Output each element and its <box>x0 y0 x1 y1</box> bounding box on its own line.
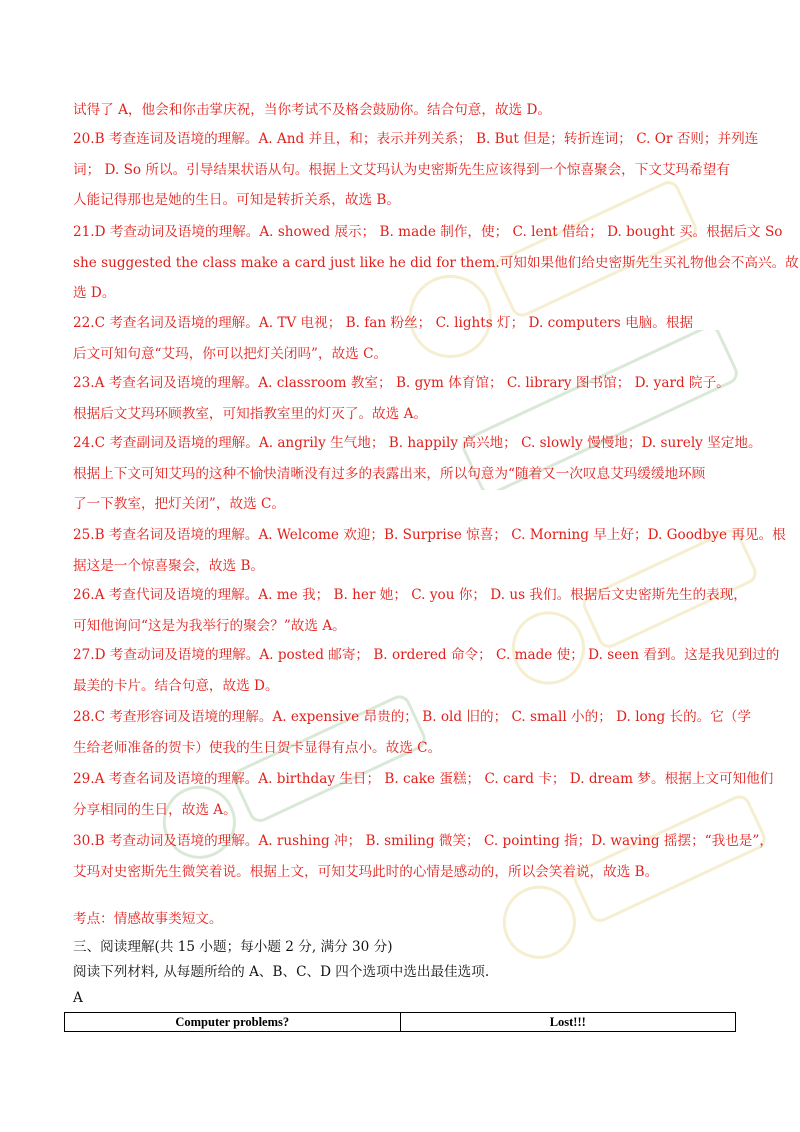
paragraph-line: 后文可知句意“艾玛，你可以把灯关闭吗”，故选 C。 <box>73 345 388 362</box>
answer-paragraph <box>73 308 733 369</box>
answer-paragraph <box>73 904 733 935</box>
paragraph-line: 词； D. So 所以。引导结果状语从句。根据上文艾玛认为史密斯先生应该得到一个惊喜聚会，下文艾玛希望有 <box>73 161 730 178</box>
section-instruction: 阅读下列材料, 从每题所给的 A、B、C、D 四个选项中选出最佳选项. <box>73 964 490 980</box>
table-header-cell: Lost!!! <box>400 1013 736 1032</box>
paragraph-line: 30.B 考查动词及语境的理解。A. rushing 冲； B. smiling 微笑； C. pointing 指；D. waving 摇摆；“我也是”， <box>73 833 773 849</box>
paragraph-line: 根据上下文可知艾玛的这种不愉快清晰没有过多的表露出来，所以句意为“随着又一次叹息艾玛缓缓地环顾 <box>73 465 706 482</box>
paragraph-line: 23.A 考查名词及语境的理解。A. classroom 教室； B. gym 体育馆； C. library 图书馆； D. yard 院子。 <box>73 375 730 391</box>
answer-paragraph <box>73 368 733 429</box>
answer-paragraph <box>73 826 773 887</box>
paragraph-line: 29.A 考查名词及语境的理解。A. birthday 生日； B. cake 蛋糕； C. card 卡； D. dream 梦。根据上文可知他们 <box>73 771 774 787</box>
paragraph-line: 20.B 考查连词及语境的理解。A. And 并且，和；表示并列关系； B. But 但是；转折连词； C. Or 否则；并列连 <box>73 131 759 147</box>
table-header-row <box>65 1013 736 1032</box>
answer-paragraph <box>73 217 799 309</box>
paragraph-line: 试得了 A，他会和你击掌庆祝，当你考试不及格会鼓励你。结合句意，故选 D。 <box>73 102 551 118</box>
paragraph-line: she suggested the class make a card just like he did for them.可知如果他们给史密斯先生买礼物他会不高兴。故 <box>73 254 799 271</box>
answer-paragraph <box>73 95 733 126</box>
answer-paragraph <box>73 124 759 216</box>
answer-paragraph <box>73 764 774 825</box>
table-header-cell: Computer problems? <box>65 1013 401 1032</box>
answer-paragraph <box>73 520 786 581</box>
paragraph-line: 选 D。 <box>73 285 116 301</box>
paragraph-line: 生给老师准备的贺卡）使我的生日贺卡显得有点小。故选 C。 <box>73 739 442 756</box>
paragraph-line: 据这是一个惊喜聚会，故选 B。 <box>73 557 265 574</box>
paragraph-line: 28.C 考查形容词及语境的理解。A. expensive 昂贵的； B. old 旧的； C. small 小的； D. long 长的。它（学 <box>73 709 752 725</box>
paragraph-line: 可知他询问“这是为我举行的聚会？”故选 A。 <box>73 617 346 634</box>
paragraph-line: 25.B 考查名词及语境的理解。A. Welcome 欢迎；B. Surprise 惊喜； C. Morning 早上好；D. Goodbye 再见。根 <box>73 527 786 543</box>
paragraph-line: 分享相同的生日，故选 A。 <box>73 801 237 818</box>
paragraph-line: 根据后文艾玛环顾教室，可知指教室里的灯灭了。故选 A。 <box>73 405 427 422</box>
paragraph-line: 24.C 考查副词及语境的理解。A. angrily 生气地； B. happily 高兴地； C. slowly 慢慢地；D. surely 坚定地。 <box>73 435 762 451</box>
paragraph-line: 21.D 考查动词及语境的理解。A. showed 展示； B. made 制作，使； C. lent 借给； D. bought 买。根据后文 So <box>73 224 783 240</box>
answer-paragraph <box>73 702 752 763</box>
paragraph-line: 27.D 考查动词及语境的理解。A. posted 邮寄； B. ordered 命令； C. made 使； D. seen 看到。这是我见到过的 <box>73 647 780 663</box>
answer-paragraph <box>73 640 780 701</box>
answer-paragraph <box>73 428 762 520</box>
paragraph-line: 了一下教室，把灯关闭”，故选 C。 <box>73 496 285 512</box>
paragraph-line: 考点：情感故事类短文。 <box>73 911 223 927</box>
paragraph-line: 26.A 考查代词及语境的理解。A. me 我； B. her 她； C. you 你； D. us 我们。根据后文史密斯先生的表现， <box>73 587 747 603</box>
paragraph-line: 22.C 考查名词及语境的理解。A. TV 电视； B. fan 粉丝； C. lights 灯； D. computers 电脑。根据 <box>73 315 694 331</box>
section-heading: 三、阅读理解(共 15 小题；每小题 2 分, 满分 30 分) <box>73 939 393 955</box>
paragraph-line: 最美的卡片。结合句意，故选 D。 <box>73 677 279 694</box>
paragraph-line: 人能记得那也是她的生日。可知是转折关系，故选 B。 <box>73 192 400 208</box>
reading-table <box>64 1012 736 1032</box>
answer-paragraph <box>73 580 747 641</box>
paragraph-line: 艾玛对史密斯先生微笑着说。根据上文，可知艾玛此时的心情是感动的，所以会笑着说，故选 B。 <box>73 863 659 880</box>
part-label: A <box>73 990 83 1006</box>
